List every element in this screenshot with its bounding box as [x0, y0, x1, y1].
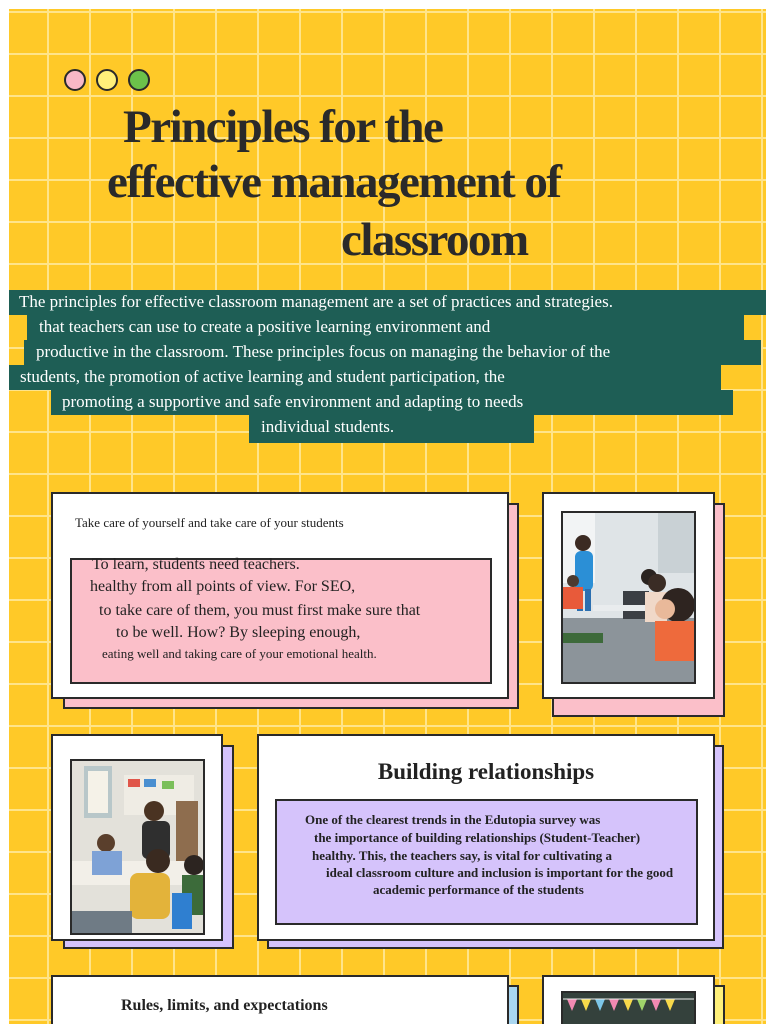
page-title-line-2: effective management of: [107, 156, 561, 208]
rules-card: [51, 975, 509, 1024]
teacher-presenting-illustration: [563, 513, 694, 682]
yellow-dot: [96, 69, 118, 91]
decorative-dots: [64, 69, 150, 91]
intro-line-6: individual students.: [249, 415, 534, 443]
relationships-line-4: ideal classroom culture and inclusion is important for the good: [326, 865, 674, 880]
rules-photo: [561, 991, 696, 1024]
page-title-line-3: classroom: [341, 214, 528, 266]
self-care-line-3: to take care of them, you must first make sure that: [99, 602, 421, 619]
relationships-card: [257, 734, 715, 941]
intro-line-2: that teachers can use to create a positive learning environment and: [27, 315, 744, 340]
relationships-text-box: [275, 799, 698, 925]
self-care-line-5: eating well and taking care of your emotional health.: [102, 646, 377, 661]
relationships-photo-card: [51, 734, 223, 941]
intro-line-5: promoting a supportive and safe environment and adapting to needs: [51, 390, 733, 415]
page-title-line-1: Principles for the: [123, 101, 443, 153]
intro-line-1: The principles for effective classroom management are a set of practices and strategies.: [9, 290, 766, 315]
pink-dot: [64, 69, 86, 91]
rules-photo-card: [542, 975, 715, 1024]
relationships-line-2: the importance of building relationships (Student-Teacher): [314, 830, 641, 845]
self-care-text-box: [70, 558, 492, 684]
classroom-photo-card: [542, 492, 715, 699]
intro-line-4: students, the promotion of active learning and student participation, the: [9, 365, 721, 390]
rules-heading: Rules, limits, and expectations: [121, 997, 328, 1014]
relationships-line-3: healthy. This, the teachers say, is vital for cultivating a: [312, 848, 612, 863]
intro-line-3: productive in the classroom. These principles focus on managing the behavior of the: [24, 340, 761, 365]
self-care-line-4: to be well. How? By sleeping enough,: [116, 624, 361, 641]
green-dot: [128, 69, 150, 91]
teacher-with-students-illustration: [72, 761, 203, 933]
relationships-line-5: academic performance of the students: [373, 882, 584, 897]
infographic-page: [9, 9, 766, 1024]
self-care-line-1: To learn, students need teachers.: [92, 556, 300, 573]
self-care-heading: Take care of yourself and take care of your students: [75, 515, 344, 530]
relationships-line-1: One of the clearest trends in the Edutopia survey was: [305, 812, 601, 827]
self-care-card: [51, 492, 509, 699]
self-care-line-2: healthy from all points of view. For SEO,: [90, 578, 356, 595]
relationships-heading: Building relationships: [377, 759, 595, 784]
bunting-classroom-illustration: [563, 993, 694, 1024]
students-table-photo: [70, 759, 205, 935]
classroom-photo: [561, 511, 696, 684]
